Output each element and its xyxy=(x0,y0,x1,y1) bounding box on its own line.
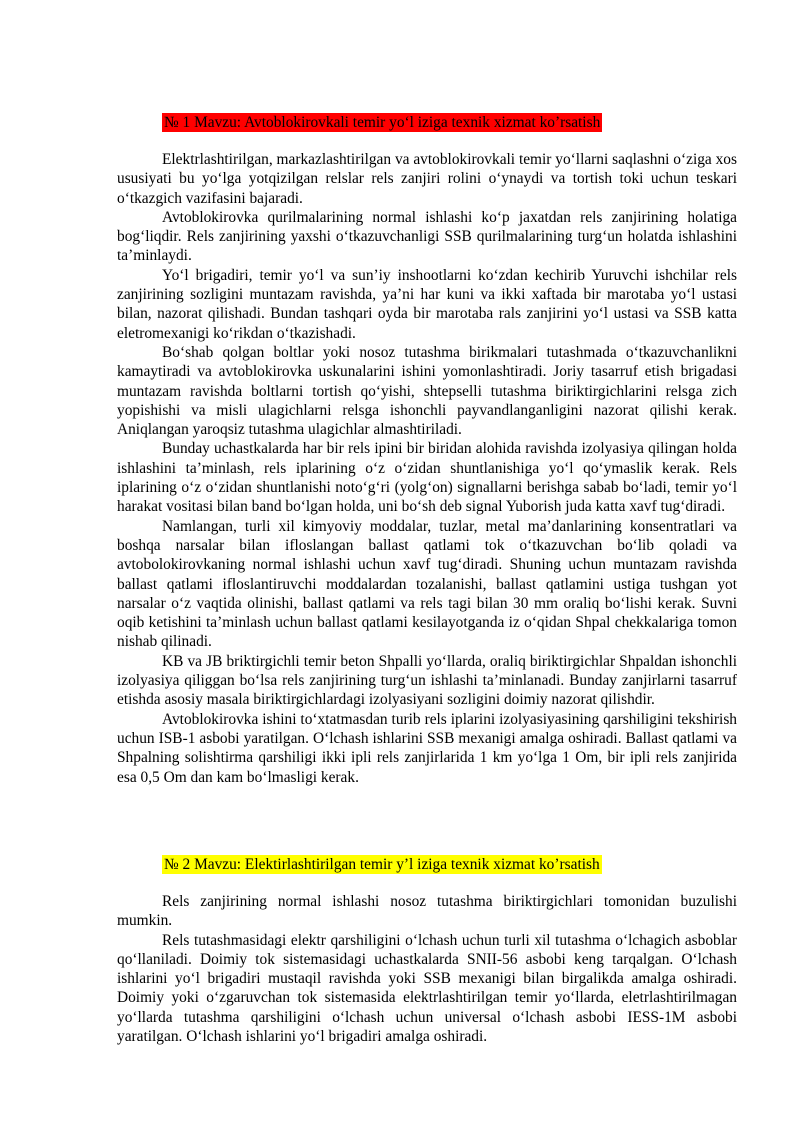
section-2-paragraph-2: Rels tutashmasidagi elektr qarshiligini o‘lchash uchun turli xil tutashma o‘lchagich asboblar qo‘llaniladi. Doimiy tok sistemasidagi uchastkalarda SNII-56 asbobi keng tarqalgan. O‘lchash ishlarini yo‘l brigadiri mustaqil ravishda yoki SSB mexanigi bilan birgalikda amalga oshiradi. Doimiy yoki o‘zgaruvchan tok sistemasida elektrlashtirilgan temir yo‘llarda, eletrlashtirilmagan yo‘llarda tutashma qarshiligini o‘lchash uchun universal o‘lchash asbobi IESS-1M asbobi yaratilgan. O‘lchash ishlarini yo‘l brigadiri amalga oshiradi. xyxy=(117,931,737,1046)
section-1-paragraph-4: Bo‘shab qolgan boltlar yoki nosoz tutashma birikmalari tutashmada o‘tkazuvchanlikni kamaytiradi va avtoblokirovka uskunalarini ishini yomonlashtiradi. Joriy tasarruf etish brigadasi muntazam ravishda boltlarni tortish qo‘yishi, shtepselli tutashma biriktirgichlarini relsga zich yopishishi va misli ulagichlarni relsga ishonchli payvandlanganligini nazorat qilishi kerak. Aniqlangan yaroqsiz tutashma ulagichlar almashtiriladi. xyxy=(117,343,737,439)
section-1-heading: № 1 Mavzu: Avtoblokirovkali temir yo‘l iziga texnik xizmat ko’rsatish xyxy=(164,114,601,131)
section-2-paragraph-1: Rels zanjirining normal ishlashi nosoz tutashma biriktirgichlari tomonidan buzulishi mumkin. xyxy=(117,893,737,930)
section-2-heading: № 2 Mavzu: Elektirlashtirilgan temir y’l iziga texnik xizmat ko’rsatish xyxy=(164,856,600,873)
section-2-body xyxy=(117,892,737,1046)
section-1-paragraph-3: Yo‘l brigadiri, temir yo‘l va sun’iy inshootlarni ko‘zdan kechirib Yuruvchi ishchilar rels zanjirining sozligini muntazam ravishda, ya’ni har kuni va ikki xaftada bir marotaba yo‘l ustasi bilan, nazorat qilishadi. Bundan tashqari oyda bir marotaba rals zanjirini yo‘l ustasi va SSB katta eletromexanigi ko‘rikdan o‘tkazishadi. xyxy=(117,266,737,342)
section-1-paragraph-7: KB va JB briktirgichli temir beton Shpalli yo‘llarda, oraliq biriktirgichlar Shpaldan ishonchli izolyasiya qiliggan bo‘lsa rels zanjirining turg‘un ishlashi ta’minlanadi. Bunday zanjirlarni tasarruf etishda asosiy masala biriktirgichlardagi izolyasiyani sozligini doimiy nazorat qilishdir. xyxy=(117,652,737,709)
section-1-paragraph-6: Namlangan, turli xil kimyoviy moddalar, tuzlar, metal ma’danlarining konsentratlari va boshqa narsalar bilan ifloslangan ballast qatlami tok o‘tkazuvchan bo‘lib qoladi va avtobolokirovkaning normal ishlashi uchun xavf tug‘diradi. Shuning uchun muntazam ravishda ballast qatlami ifloslantiruvchi moddalardan tozalanishi, ballast qatlamini ustiga tushgan yot narsalar o‘z vaqtida olinishi, ballast qatlami va rels tagi bilan 30 mm oraliq bo‘lishi kerak. Suvni oqib ketishini ta’minlash uchun ballast qatlami kesilayotganda iz o‘qidan Shpal chekkalariga tomon nishab qilinadi. xyxy=(117,517,737,651)
section-1-body xyxy=(117,150,737,787)
section-1-paragraph-5: Bunday uchastkalarda har bir rels ipini bir biridan alohida ravishda izolyasiya qilingan holda ishlashini ta’minlash, rels iplarining o‘z o‘zidan shuntlanishiga yo‘l qo‘ymaslik kerak. Rels iplarining o‘z o‘zidan shuntlanishi noto‘g‘ri (yolg‘on) signallarni berishga sabab bo‘ladi, temir yo‘l harakat vositasi bilan band bo‘lgan hоlda, uni bo‘sh deb signal Yuborish juda katta xavf tug‘diradi. xyxy=(117,440,737,516)
section-1-paragraph-8: Avtoblokirovka ishini to‘xtatmasdan turib rels iplarini izolyasiyasining qarshiligini tekshirish uchun ISB-1 asbobi yaratilgan. O‘lchash ishlarini SSB mexanigi amalga oshiradi. Ballast qatlami va Shpalning solishtirma qarshiligi ikki ipli rels zanjirlarida 1 km yo‘lga 1 Om, bir ipli rels zanjirida esa 0,5 Om dan kam bo‘lmasligi kerak. xyxy=(117,710,737,786)
section-1-paragraph-2: Avtoblokirovka qurilmalarining normal ishlashi ko‘p jaxatdan rels zanjirining holatiga bog‘liqdir. Rels zanjirining yaxshi o‘tkazuvchanligi SSB qurilmalarining turg‘un holatda ishlashini ta’minlaydi. xyxy=(117,208,737,265)
section-1-paragraph-1: Elektrlashtirilgan, markazlashtirilgan va avtoblokirovkali temir yo‘llarni saqlashni o‘ziga xos ususiyati bu yo‘lga yotqizilgan relslar rels zanjiri rolini o‘ynaydi va tortish toki uchun teskari o‘tkazgich vazifasini bajaradi. xyxy=(117,151,737,207)
